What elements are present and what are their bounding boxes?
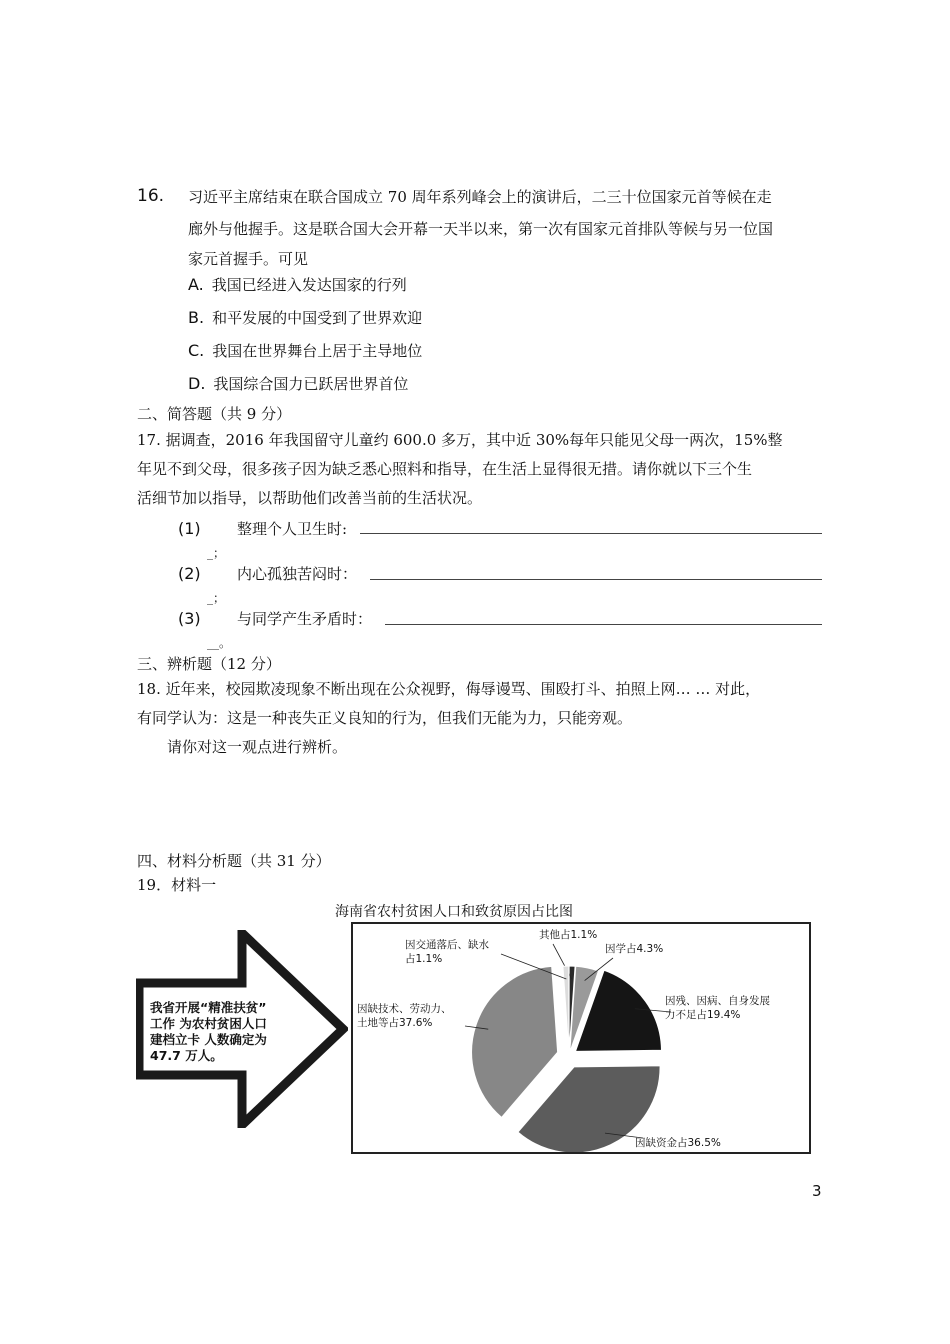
q17-item-1-label: 整理个人卫生时: [237, 520, 348, 538]
q17-item-1-number: (1) [178, 519, 201, 538]
q18-line-2: 有同学认为：这是一种丧失正义良知的行为，但我们无能为力，只能旁观。 [137, 709, 633, 727]
option-letter: A. [188, 275, 204, 294]
chart-frame [351, 922, 811, 1154]
section2-title: 二、简答题（共 9 分） [137, 405, 292, 423]
option-letter: C. [188, 341, 205, 360]
slice-label: 因学占4.3% [605, 943, 664, 955]
option-letter: D. [188, 374, 206, 393]
q17-item-2-number: (2) [178, 564, 201, 583]
page-number: 3 [812, 1182, 822, 1200]
q17-item-3-end: __。 [207, 636, 232, 650]
q17-line-2: 年见不到父母，很多孩子因为缺乏悉心照料和指导，在生活上显得很无措。请你就以下三个生 [137, 460, 753, 478]
slice-label: 因缺技术、劳动力、土地等占37.6% [357, 1003, 452, 1029]
section4-title: 四、材料分析题（共 31 分） [137, 852, 331, 870]
arrow-text-line: 我省开展“精准扶贫” [150, 1000, 267, 1015]
q16-line-2: 廊外与他握手。这是联合国大会开幕一天半以来，第一次有国家元首排队等候与另一位国 [188, 220, 774, 238]
q16-option-c[interactable] [188, 341, 422, 361]
q17-item-2-label: 内心孤独苦闷时： [237, 565, 358, 583]
slice-label: 因交通落后、缺水占1.1% [405, 939, 489, 965]
option-text: 我国已经进入发达国家的行列 [211, 276, 407, 294]
arrow-text-line: 47.7 万人。 [150, 1048, 223, 1063]
option-text: 我国在世界舞台上居于主导地位 [212, 342, 423, 360]
q18-line-3: 请你对这一观点进行辨析。 [167, 738, 348, 756]
q19-label: 19．材料一 [137, 876, 217, 894]
q17-item-3-label: 与同学产生矛盾时： [237, 610, 373, 628]
option-letter: B. [188, 308, 205, 327]
q17-item-3-number: (3) [178, 609, 201, 628]
q18-line-1: 18. 近年来，校园欺凌现象不断出现在公众视野，侮辱谩骂、围殴打斗、拍照上网… … 对此， [137, 680, 761, 698]
q16-line-3: 家元首握手。可见 [188, 250, 309, 268]
q17-line-3: 活细节加以指导，以帮助他们改善当前的生活状况。 [137, 489, 483, 507]
arrow-text [150, 1000, 267, 1064]
pie-chart [353, 924, 809, 1152]
q17-item-1-end: _； [207, 546, 226, 560]
section3-title: 三、辨析题（12 分） [137, 655, 281, 673]
q17-answer-line-3[interactable] [385, 624, 822, 625]
chart-title: 海南省农村贫困人口和致贫原因占比图 [335, 904, 573, 920]
q16-number: 16. [137, 186, 165, 206]
q17-line-1: 17. 据调查，2016 年我国留守儿童约 600.0 多万，其中近 30%每年只能见父母一两次，15%整 [137, 431, 783, 449]
slice-label: 因缺资金占36.5% [635, 1137, 721, 1149]
q17-item-2-end: _； [207, 591, 226, 605]
option-text: 和平发展的中国受到了世界欢迎 [212, 309, 423, 327]
slice-label: 因残、因病、自身发展力不足占19.4% [665, 995, 770, 1021]
slice-label: 其他占1.1% [539, 929, 598, 941]
q16-line-1: 习近平主席结束在联合国成立 70 周年系列峰会上的演讲后，二三十位国家元首等候在走 [188, 188, 772, 206]
arrow-text-line: 工作 为农村贫困人口 [150, 1016, 267, 1031]
q17-answer-line-2[interactable] [370, 579, 822, 580]
q16-option-d[interactable] [188, 374, 408, 394]
pie-slice [472, 966, 558, 1117]
q16-option-a[interactable] [188, 275, 407, 295]
q17-answer-line-1[interactable] [360, 533, 822, 534]
arrow-text-line: 建档立卡 人数确定为 [150, 1032, 267, 1047]
option-text: 我国综合国力已跃居世界首位 [213, 375, 409, 393]
q16-option-b[interactable] [188, 308, 422, 328]
